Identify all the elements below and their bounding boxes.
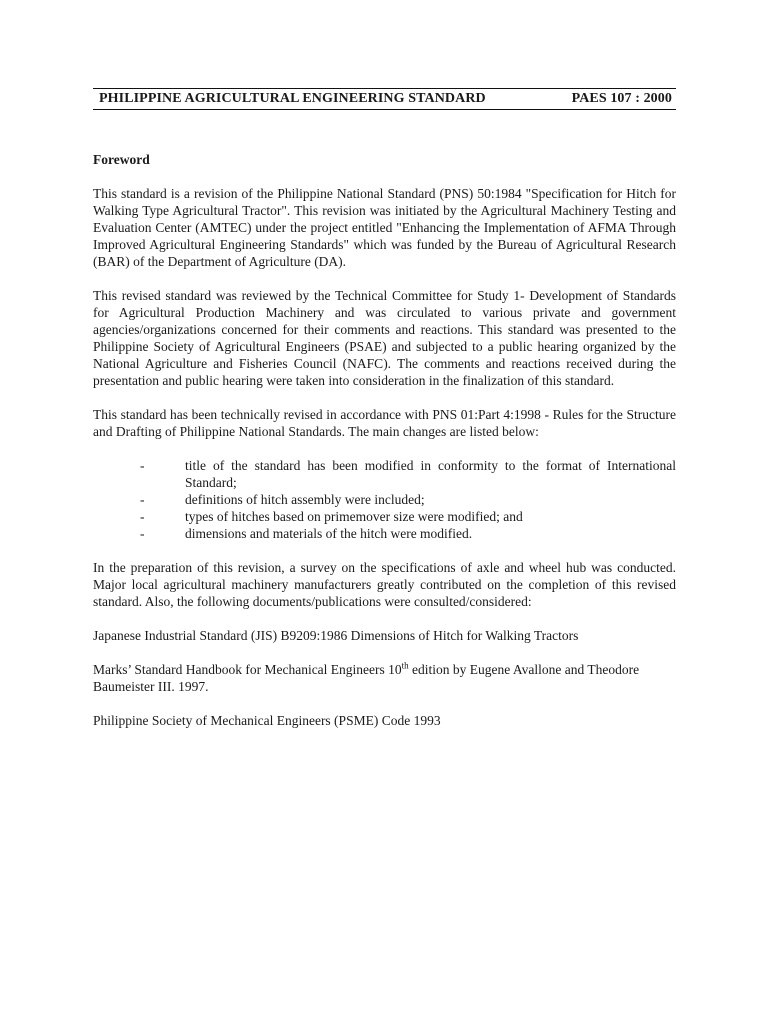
list-item: [93, 491, 676, 508]
reference-marks-superscript: th: [401, 660, 409, 671]
foreword-heading: Foreword: [93, 152, 150, 167]
survey-paragraph: In the preparation of this revision, a survey on the specifications of axle and wheel hub was conducted. Major local agricultural machinery manufacturers greatly contributed on the completion of this revised standard. Also, the following documents/publications were consulted/considered:: [93, 560, 676, 609]
list-bullet: -: [140, 526, 145, 541]
reference-marks-text-end: edition by Eugene Avallone and Theodore Baumeister III. 1997.: [93, 662, 640, 694]
reference-jis: Japanese Industrial Standard (JIS) B9209:1986 Dimensions of Hitch for Walking Tractors: [93, 628, 579, 643]
list-item-text: title of the standard has been modified in conformity to the format of International Standard;: [185, 458, 676, 490]
list-item: [93, 525, 676, 542]
changes-list: [93, 457, 676, 542]
list-item-text: types of hitches based on primemover size were modified; and: [185, 509, 523, 524]
foreword-paragraph-3: This standard has been technically revised in accordance with PNS 01:Part 4:1998 - Rules for the Structure and Drafting of Philippine National Standards. The main changes are listed below:: [93, 407, 676, 439]
list-bullet: -: [140, 458, 145, 473]
list-item-text: dimensions and materials of the hitch were modified.: [185, 526, 473, 541]
list-item-text: definitions of hitch assembly were included;: [185, 492, 425, 507]
foreword-paragraph-2: This revised standard was reviewed by the Technical Committee for Study 1- Development of Standards for Agricultural Production Machinery and was circulated to various private and government agencies/organizations concerned for their comments and reactions. This standard was presented to the Philippine Society of Agricultural Engineers (PSAE) and subjected to a public hearing organized by the National Agriculture and Fisheries Council (NAFC). The comments and reactions received during the presentation and public hearing were taken into consideration in the finalization of this standard.: [93, 288, 676, 388]
list-bullet: -: [140, 492, 145, 507]
foreword-paragraph-1: This standard is a revision of the Philippine National Standard (PNS) 50:1984 "Specification for Hitch for Walking Type Agricultural Tractor". This revision was initiated by the Agricultural Machinery Testing and Evaluation Center (AMTEC) under the project entitled "Enhancing the Implementation of AFMA Through Improved Agricultural Engineering Standards" which was funded by the Bureau of Agricultural Research (BAR) of the Department of Agriculture (DA).: [93, 186, 676, 269]
reference-marks-text: Marks’ Standard Handbook for Mechanical Engineers 10: [93, 662, 402, 677]
reference-marks-handbook: [93, 661, 676, 695]
standard-header: [93, 88, 676, 110]
list-bullet: -: [140, 509, 145, 524]
reference-psme: Philippine Society of Mechanical Engineers (PSME) Code 1993: [93, 713, 441, 728]
standard-code: PAES 107 : 2000: [571, 91, 672, 106]
list-item: [93, 508, 676, 525]
standard-title: PHILIPPINE AGRICULTURAL ENGINEERING STANDARD: [99, 91, 486, 106]
list-item: [93, 457, 676, 491]
document-page: [93, 88, 676, 729]
